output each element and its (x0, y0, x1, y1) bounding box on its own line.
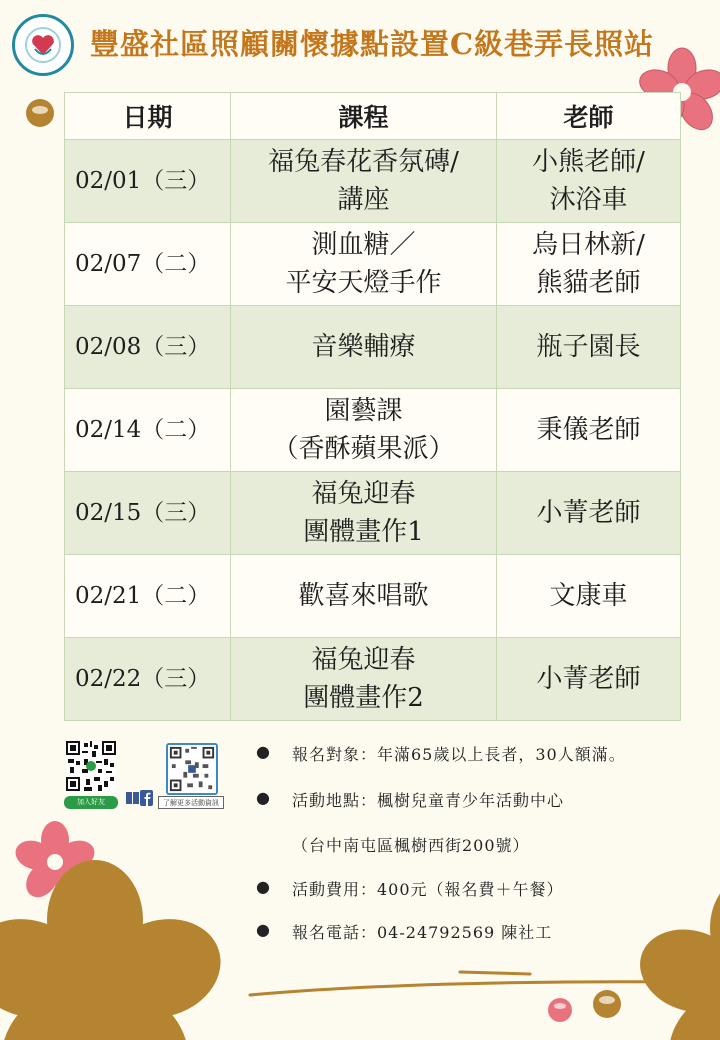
flower-bottom-right-icon (629, 876, 720, 1040)
course-line: 福兔春花香氛磚/ (268, 147, 459, 177)
teacher-line: 瓶子園長 (536, 332, 641, 362)
row-teacher (497, 306, 681, 389)
course-line: 團體畫作1 (303, 517, 424, 547)
row-date: 02/21（二） (65, 555, 231, 638)
row-teacher (497, 555, 681, 638)
course-line: 團體畫作2 (303, 683, 424, 713)
course-line: 測血糖／ (311, 230, 416, 260)
table-row (65, 223, 681, 306)
course-line: 講座 (337, 185, 390, 215)
row-teacher (497, 140, 681, 223)
header (0, 0, 720, 88)
teacher-line: 烏日林新/ (532, 230, 645, 260)
facebook-more-info-label[interactable]: 了解更多活動資訊 (158, 796, 224, 809)
teacher-line: 秉儀老師 (536, 415, 641, 445)
teacher-line: 小菁老師 (536, 664, 641, 694)
table-row (65, 389, 681, 472)
row-course (231, 555, 497, 638)
table-row (65, 638, 681, 721)
logo-heart-icon (25, 27, 61, 63)
info-address: （台中南屯區楓樹西街200號） (292, 836, 530, 855)
flower-bottom-left-icon (0, 860, 233, 1040)
line-add-friend-label[interactable]: 加入好友 (64, 796, 118, 809)
table-row (65, 555, 681, 638)
row-teacher (497, 389, 681, 472)
row-date: 02/08（三） (65, 306, 231, 389)
header-teacher: 老師 (497, 93, 681, 140)
teacher-line: 文康車 (549, 581, 628, 611)
page-title: 豐盛社區照顧關懷據點設置C級巷弄長照站 (90, 27, 655, 61)
row-course (231, 472, 497, 555)
line-qr-code-icon[interactable] (66, 741, 116, 793)
row-course (231, 638, 497, 721)
course-line: 福兔迎春 (311, 645, 416, 675)
course-line: 園藝課 (324, 396, 403, 426)
info-phone[interactable]: 報名電話：04-24792569 陳社工 (292, 923, 553, 942)
schedule-table (64, 92, 681, 721)
course-line: 音樂輔療 (311, 332, 416, 362)
header-date: 日期 (65, 93, 231, 140)
header-course: 課程 (231, 93, 497, 140)
dot-brown-bottom-icon (593, 990, 621, 1018)
teacher-line: 熊貓老師 (536, 268, 641, 298)
table-header-row (65, 93, 681, 140)
row-date: 02/01（三） (65, 140, 231, 223)
row-date: 02/07（二） (65, 223, 231, 306)
ground-line (250, 982, 690, 995)
dot-brown-icon (26, 99, 54, 127)
info-registration-target: 報名對象：年滿65歲以上長者，30人額滿。 (292, 745, 626, 764)
dot-pink-bottom-icon (548, 998, 572, 1022)
row-date: 02/22（三） (65, 638, 231, 721)
bullet-icon: ● (256, 788, 270, 807)
row-course (231, 389, 497, 472)
facebook-qr-code-icon[interactable] (166, 743, 218, 795)
info-fee: 活動費用：400元（報名費＋午餐） (292, 880, 564, 899)
info-location: 活動地點：楓樹兒童青少年活動中心 (292, 791, 565, 810)
teacher-line: 小熊老師/ (532, 147, 645, 177)
row-date: 02/14（二） (65, 389, 231, 472)
row-course (231, 223, 497, 306)
bullet-icon: ● (256, 920, 270, 939)
bullet-icon: ● (256, 742, 270, 761)
course-line: 平安天燈手作 (285, 268, 442, 298)
table-row (65, 472, 681, 555)
table-row (65, 140, 681, 223)
row-teacher (497, 638, 681, 721)
facebook-icon (126, 789, 154, 807)
teacher-line: 沐浴車 (549, 185, 628, 215)
course-line: （香酥蘋果派） (272, 434, 455, 464)
table-row (65, 306, 681, 389)
course-line: 歡喜來唱歌 (298, 581, 429, 611)
row-teacher (497, 223, 681, 306)
row-course (231, 140, 497, 223)
teacher-line: 小菁老師 (536, 498, 641, 528)
course-line: 福兔迎春 (311, 479, 416, 509)
bullet-icon: ● (256, 877, 270, 896)
row-teacher (497, 472, 681, 555)
flower-left-icon (12, 821, 99, 903)
logo-icon (12, 14, 74, 76)
row-date: 02/15（三） (65, 472, 231, 555)
row-course (231, 306, 497, 389)
ground-line-short (460, 972, 530, 974)
